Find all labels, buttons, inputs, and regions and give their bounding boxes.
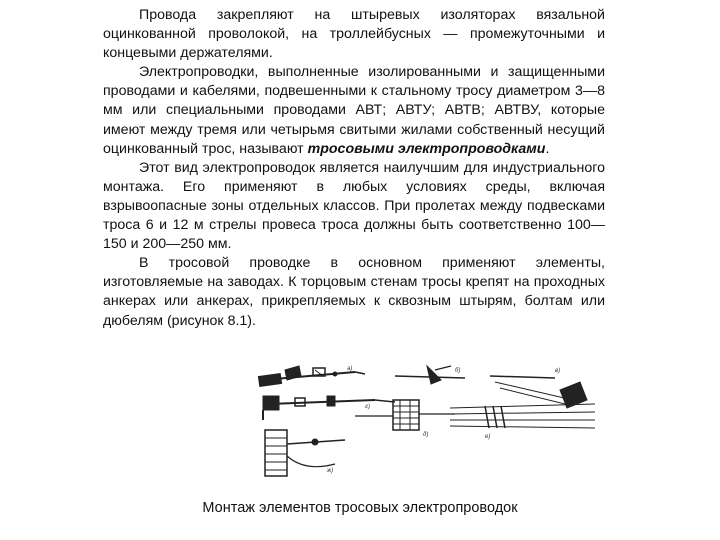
- label-b: б): [455, 368, 461, 374]
- paragraph-2: [103, 63, 605, 158]
- figure-part-f: [450, 404, 595, 428]
- paragraph-2-text: Электропроводки, выполненные изолированными и защищенными проводами и кабелями, подвешенными к стальному тросу диаметром 3—8 мм или специальными проводами АВТ; АВТУ; АВТВ; АВТВУ, которые имеют между тремя или четырьмя свитыми жилами собственный несущий оцинкованный трос, называют: [103, 64, 605, 157]
- paragraph-2-end: .: [545, 140, 550, 157]
- cable-installation-figure: [255, 360, 600, 480]
- svg-text:У: У: [571, 393, 576, 400]
- figure-caption: Монтаж элементов тросовых электропроводок: [202, 500, 518, 516]
- paragraph-1: [103, 6, 605, 63]
- paragraph-4: [103, 254, 605, 330]
- figure-part-c: [490, 376, 587, 408]
- label-e: д): [423, 432, 429, 438]
- emphasized-term: тросовыми электропроводками: [307, 140, 546, 157]
- figure-part-e: [355, 400, 455, 430]
- paragraph-1-text: Провода закрепляют на штыревых изоляторах вязальной оцинкованной проволокой, на троллейбусных — промежуточными и концевыми держателями.: [103, 7, 605, 62]
- label-c: в): [555, 368, 561, 374]
- label-d: г): [365, 404, 370, 410]
- label-g: ж): [327, 468, 334, 474]
- label-a: а): [347, 366, 353, 372]
- body-text: [103, 6, 605, 331]
- label-f: е): [485, 434, 491, 440]
- paragraph-4-text: В тросовой проводке в основном применяют элементы, изготовляемые на заводах. К торцовым стенам тросы крепят на проходных анкерах или анкерах, прикрепляемых к сквозным штырям, болтам или дюбелям (рисунок 8.1).: [103, 255, 605, 329]
- paragraph-3-text: Этот вид электропроводок является наилучшим для индустриального монтажа. Его применяют в любых условиях среды, включая взрывоопасные зоны отдельных классов. При пролетах между подвесками троса 6 и 12 м стрелы провеса троса должны быть соответственно 100—150 и 200—250 мм.: [103, 159, 605, 253]
- paragraph-3: [103, 159, 605, 254]
